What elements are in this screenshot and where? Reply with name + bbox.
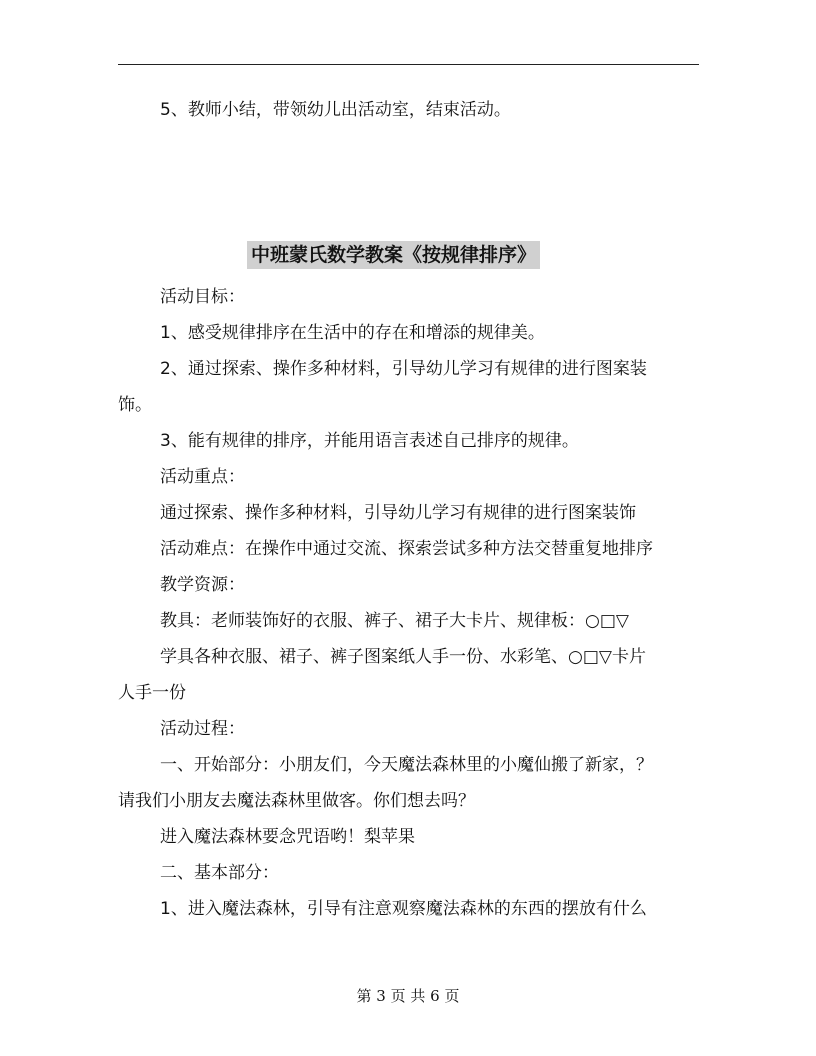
text-line: 学具各种衣服、裙子、裤子图案纸人手一份、水彩笔、○□▽卡片 — [160, 647, 646, 667]
text-line: 活动过程： — [160, 719, 245, 739]
text-line: 一、开始部分：小朋友们，今天魔法森林里的小魔仙搬了新家，？ — [160, 755, 653, 775]
text-line: 1、感受规律排序在生活中的存在和增添的规律美。 — [160, 323, 545, 343]
text-line: 活动目标： — [160, 287, 245, 307]
text-line: 活动重点： — [160, 467, 245, 487]
text-line: 请我们小朋友去魔法森林里做客。你们想去吗？ — [118, 791, 475, 811]
text-line: 教具：老师装饰好的衣服、裤子、裙子大卡片、规律板：○□▽ — [160, 611, 629, 631]
text-line: 二、基本部分： — [160, 863, 279, 883]
text-line: 活动难点：在操作中通过交流、探索尝试多种方法交替重复地排序 — [160, 539, 653, 559]
text-line: 1、进入魔法森林，引导有注意观察魔法森林的东西的摆放有什么 — [160, 899, 647, 919]
document-title: 中班蒙氏数学教案《按规律排序》 — [247, 241, 540, 269]
header-rule — [118, 64, 699, 65]
text-line: 人手一份 — [118, 683, 186, 703]
text-line: 3、能有规律的排序，并能用语言表述自己排序的规律。 — [160, 431, 579, 451]
text-line: 进入魔法森林要念咒语哟！梨苹果 — [160, 827, 415, 847]
page-footer: 第 3 页 共 6 页 — [356, 987, 460, 1005]
text-line: 教学资源： — [160, 575, 245, 595]
text-line: 通过探索、操作多种材料，引导幼儿学习有规律的进行图案装饰 — [160, 503, 636, 523]
text-line: 2、通过探索、操作多种材料，引导幼儿学习有规律的进行图案装 — [160, 359, 647, 379]
text-line: 饰。 — [118, 395, 152, 415]
paragraph-summary: 5、教师小结，带领幼儿出活动室，结束活动。 — [160, 100, 511, 120]
